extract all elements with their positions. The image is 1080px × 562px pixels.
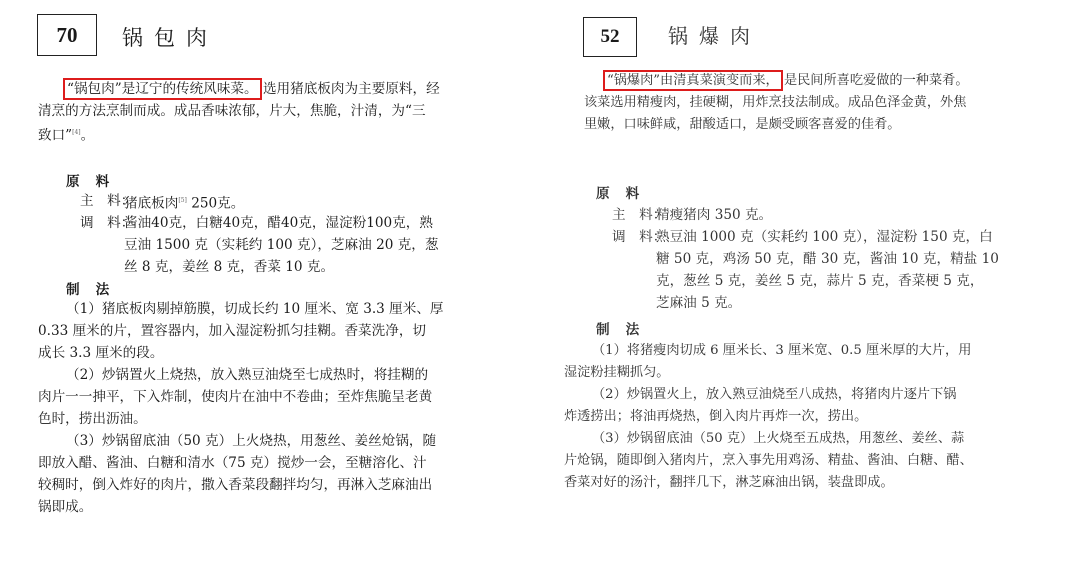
- seasoning-line: 芝麻油 5 克。: [656, 295, 742, 311]
- seasoning-line: 熟豆油 1000 克（实耗约 100 克），湿淀粉 150 克，白: [656, 229, 993, 245]
- step-line: （2）炒锅置火上烧热，放入熟豆油烧至七成热时，将挂糊的: [66, 367, 429, 383]
- recipe-number: 70: [56, 22, 78, 47]
- step-line: （3）炒锅留底油（50 克）上火烧至五成热，用葱丝、姜丝、蒜: [592, 431, 965, 446]
- intro-line-2: 该菜选用精瘦肉，挂硬糊，用炸烹技法制成。成品色泽金黄，外焦: [584, 95, 967, 110]
- seasoning-row: [612, 226, 1072, 314]
- step-line: 0.33 厘米的片，置容器内，加入湿淀粉抓匀挂糊。香菜洗净，切: [38, 323, 427, 339]
- intro-paragraph: [584, 70, 969, 136]
- intro-line-3-end: 。: [80, 127, 95, 144]
- method-heading: 制法: [66, 282, 126, 298]
- intro-line-3: 里嫩，口味鲜咸，甜酸适口，是颇受顾客喜爱的佳肴。: [584, 117, 901, 132]
- main-ingredient-text: [124, 190, 244, 215]
- step-line: 炸透捞出；将油再烧热，倒入肉片再炸一次，捞出。: [564, 409, 868, 424]
- ingredients-heading: 原料: [596, 186, 656, 202]
- step-line: 片炝锅，随即倒入猪肉片，烹入事先用鸡汤、精盐、酱油、白糖、醋、: [564, 453, 973, 468]
- intro-line-1-rest: 选用猪底板肉为主要原料，经: [262, 81, 440, 97]
- method-step: [38, 298, 444, 364]
- intro-line-3-text: 致口”: [38, 127, 73, 144]
- recipe-title: 锅爆肉: [668, 24, 761, 48]
- method-step: [564, 340, 973, 384]
- seasoning-line: 糖 50 克，鸡汤 50 克，醋 30 克，酱油 10 克，精盐 10: [656, 251, 999, 267]
- seasoning-text: [124, 212, 438, 278]
- recipe-page-guobaorou: [0, 0, 500, 562]
- seasoning-line: 克，葱丝 5 克，姜丝 5 克，蒜片 5 克，香菜梗 5 克，: [656, 273, 984, 289]
- method-heading: 制法: [596, 322, 656, 338]
- recipe-number-box: [37, 14, 97, 56]
- seasoning-line: 酱油40克，白糖40克，醋40克，湿淀粉100克，熟: [124, 215, 433, 231]
- seasoning-label: 调 料：: [612, 229, 667, 245]
- method-step: [564, 384, 973, 428]
- seasoning-line: 豆油 1500 克（实耗约 100 克），芝麻油 20 克，葱: [124, 237, 439, 253]
- highlighted-phrase: “锅爆肉”由清真菜演变而来，: [607, 73, 779, 88]
- step-line: （2）炒锅置火上，放入熟豆油烧至八成热，将猪肉片逐片下锅: [592, 387, 957, 402]
- step-line: 香菜对好的汤汁，翻拌几下，淋芝麻油出锅，装盘即成。: [564, 475, 894, 490]
- method-step: [564, 428, 973, 494]
- step-line: 较稠时，倒入炸好的肉片，撒入香菜段翻拌均匀，再淋入芝麻油出: [38, 477, 433, 493]
- recipe-page-guobaorou-2: [560, 0, 1080, 562]
- intro-line-1-rest: 是民间所喜吃爱做的一种菜肴。: [783, 73, 969, 88]
- intro-line-3: [38, 122, 440, 147]
- main-ingredient-text: 精瘦猪肉 350 克。: [656, 207, 773, 223]
- seasoning-row: [80, 212, 480, 278]
- highlighted-phrase: “锅包肉”是辽宁的传统风味菜。: [67, 81, 258, 97]
- method-steps: [38, 298, 444, 518]
- method-step: [38, 364, 444, 430]
- step-line: （1）猪底板肉剔掉筋膜，切成长约 10 厘米、宽 3.3 厘米、厚: [66, 301, 444, 317]
- main-ingredient-label: 主 料：: [612, 207, 667, 223]
- main-ingredient-label: 主 料：: [80, 193, 135, 209]
- step-line: 成长 3.3 厘米的段。: [38, 345, 164, 361]
- method-step: [38, 430, 444, 518]
- footnote-marker: [4]: [72, 129, 81, 136]
- step-line: 湿淀粉挂糊抓匀。: [564, 365, 670, 380]
- main-ingredient-name: 猪底板肉: [124, 195, 179, 212]
- recipe-number: 52: [600, 26, 620, 47]
- seasoning-text: [656, 226, 999, 314]
- step-line: 锅即成。: [38, 499, 93, 515]
- main-ingredient-amount: 250克。: [186, 195, 245, 212]
- step-line: 色时，捞出沥油。: [38, 411, 147, 427]
- seasoning-line: 丝 8 克，姜丝 8 克，香菜 10 克。: [124, 259, 335, 275]
- intro-line-2: 清烹的方法烹制而成。成品香味浓郁，片大，焦脆，汁清，为“三: [38, 103, 426, 119]
- main-ingredient-row: [612, 204, 1072, 226]
- step-line: 即放入醋、酱油、白糖和清水（75 克）搅炒一会，至糖溶化、汁: [38, 455, 427, 471]
- step-line: 肉片一一抻平，下入炸制，使肉片在油中不卷曲；至炸焦脆呈老黄: [38, 389, 433, 405]
- step-line: （3）炒锅留底油（50 克）上火烧热，用葱丝、姜丝炝锅，随: [66, 433, 437, 449]
- method-steps: [564, 340, 973, 494]
- seasoning-label: 调 料：: [80, 215, 135, 231]
- step-line: （1）将猪瘦肉切成 6 厘米长、3 厘米宽、0.5 厘米厚的大片，用: [592, 343, 972, 358]
- footnote-marker: [5]: [178, 197, 187, 204]
- ingredients-heading: 原料: [66, 174, 126, 190]
- recipe-title: 锅包肉: [122, 26, 218, 50]
- recipe-number-box: [583, 17, 637, 57]
- intro-paragraph: [38, 78, 440, 147]
- main-ingredient-row: [80, 190, 480, 212]
